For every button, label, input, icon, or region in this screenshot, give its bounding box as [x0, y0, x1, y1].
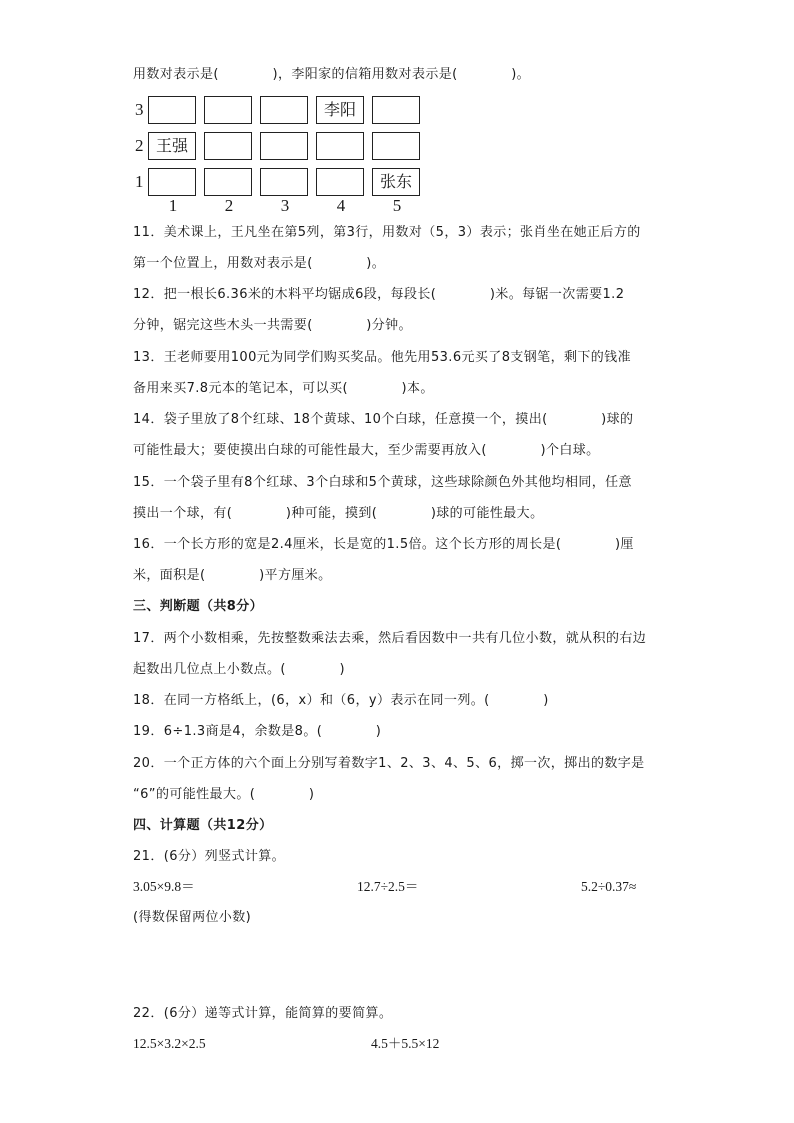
question-19: 19．6÷1.3商是4，余数是8。( ) [133, 724, 382, 739]
grid-cell [148, 168, 196, 196]
question-11-line-1: 11．美术课上，王凡坐在第5列，第3行，用数对（5，3）表示；张肖坐在她正后方的 [133, 225, 641, 240]
question-14-line-2: 可能性最大；要使摸出白球的可能性最大，至少需要再放入( )个白球。 [133, 443, 600, 458]
question-17-line-2: 起数出几位点上小数点。( ) [133, 662, 345, 677]
q21-expr-2: 12.7÷2.5＝ [357, 879, 419, 894]
question-12-line-1: 12．把一根长6.36米的木料平均锯成6段，每段长( )米。每锯一次需要1.2 [133, 287, 625, 302]
q21-expr-1: 3.05×9.8＝ [133, 879, 195, 894]
question-17-line-1: 17．两个小数相乘，先按整数乘法去乘，然后看因数中一共有几位小数，就从积的右边 [133, 631, 647, 646]
question-13-line-2: 备用来买7.8元本的笔记本，可以买( )本。 [133, 381, 434, 396]
question-12-line-2: 分钟，锯完这些木头一共需要( )分钟。 [133, 318, 412, 333]
col-label-5: 5 [392, 196, 402, 215]
question-16-line-2: 米，面积是( )平方厘米。 [133, 568, 332, 583]
col-label-2: 2 [224, 196, 234, 215]
grid-cell-liyang: 李阳 [316, 96, 364, 124]
q21-expr-3: 5.2÷0.37≈ [581, 879, 637, 894]
grid-cell [372, 132, 420, 160]
question-22-title: 22．(6分）递等式计算，能简算的要简算。 [133, 1006, 393, 1021]
grid-cell [316, 168, 364, 196]
question-14-line-1: 14．袋子里放了8个红球、18个黄球、10个白球，任意摸一个，摸出( )球的 [133, 412, 634, 427]
grid-cell [204, 132, 252, 160]
grid-cell [260, 168, 308, 196]
q22-expr-1: 12.5×3.2×2.5 [133, 1036, 206, 1051]
q22-expr-2: 4.5＋5.5×12 [371, 1036, 440, 1051]
question-20-line-1: 20．一个正方体的六个面上分别写着数字1、2、3、4、5、6，掷一次，掷出的数字是 [133, 756, 645, 771]
col-label-1: 1 [168, 196, 178, 215]
col-label-4: 4 [336, 196, 346, 215]
col-label-3: 3 [280, 196, 290, 215]
question-15-line-1: 15．一个袋子里有8个红球、3个白球和5个黄球，这些球除颜色外其他均相同，任意 [133, 475, 632, 490]
question-11-line-2: 第一个位置上，用数对表示是( )。 [133, 256, 386, 271]
question-20-line-2: “6”的可能性最大。( ) [133, 787, 315, 802]
row-label-2: 2 [135, 136, 144, 155]
row-label-3: 3 [135, 100, 144, 119]
question-16-line-1: 16．一个长方形的宽是2.4厘米，长是宽的1.5倍。这个长方形的周长是( )厘 [133, 537, 634, 552]
question-18: 18．在同一方格纸上，(6，x）和（6，y）表示在同一列。( ) [133, 693, 549, 708]
grid-cell [260, 132, 308, 160]
section-4-heading: 四、计算题（共12分） [133, 818, 273, 833]
grid-cell-zhangdong: 张东 [372, 168, 420, 196]
grid-cell [316, 132, 364, 160]
grid-cell [204, 96, 252, 124]
question-13-line-1: 13．王老师要用100元为同学们购买奖品。他先用53.6元买了8支钢笔，剩下的钱准 [133, 350, 631, 365]
grid-cell [260, 96, 308, 124]
q21-rounding-note: (得数保留两位小数) [133, 910, 252, 925]
question-15-line-2: 摸出一个球，有( )种可能，摸到( )球的可能性最大。 [133, 506, 544, 521]
grid-cell-wangqiang: 王强 [148, 132, 196, 160]
section-3-heading: 三、判断题（共8分） [133, 599, 264, 614]
grid-cell [148, 96, 196, 124]
grid-cell [372, 96, 420, 124]
q10-continuation: 用数对表示是( )，李阳家的信箱用数对表示是( )。 [133, 67, 531, 82]
seat-grid [135, 96, 435, 216]
question-21-title: 21．(6分）列竖式计算。 [133, 849, 286, 864]
grid-cell [204, 168, 252, 196]
row-label-1: 1 [135, 172, 144, 191]
